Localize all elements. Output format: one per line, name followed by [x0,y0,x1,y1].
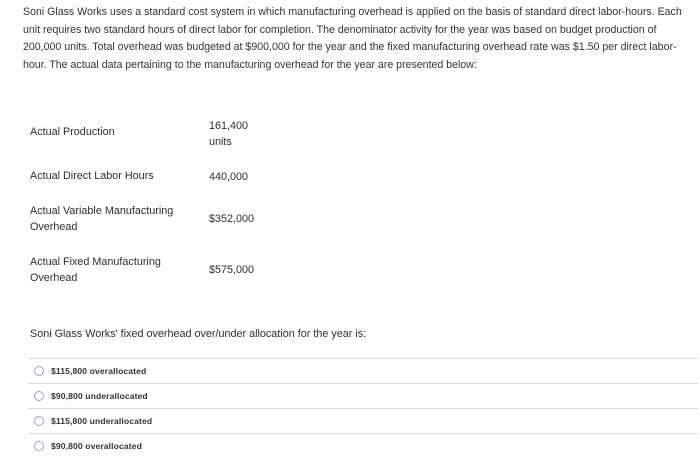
row-value: 161,400 units [209,120,249,148]
radio-button-icon[interactable] [34,416,44,426]
radio-button-icon[interactable] [34,441,44,451]
row-value: 440,000 [209,171,249,183]
row-label: Actual Direct Labor Hours [30,170,154,182]
row-value: $352,000 [209,213,255,225]
radio-button-icon[interactable] [34,366,44,376]
option-4[interactable] [28,433,698,458]
option-1[interactable] [28,358,698,383]
row-label: Actual Variable Manufacturing Overhead [30,205,174,233]
option-label: $115,800 overallocated [51,366,147,376]
option-3[interactable] [28,408,698,433]
problem-description: Soni Glass Works uses a standard cost system in which manufacturing overhead is applied on the basis of standard direct labor-hours. Each unit requires two standard hours of direct labor for completion. The denominator activity for the year was based on budget production of 200,000 units. Total overhead was budgeted at $900,000 for the year and the fixed manufacturing overhead rate was $1.50 per direct labor-hour. The actual data pertaining to the manufacturing overhead for the year are presented below: [23,6,682,71]
row-label: Actual Production [30,126,115,138]
option-2[interactable] [28,383,698,408]
row-value: $575,000 [209,264,255,276]
option-label: $90,800 overallocated [51,441,142,451]
option-label: $90,800 underallocated [51,391,148,401]
radio-button-icon[interactable] [34,391,44,401]
row-label: Actual Fixed Manufacturing Overhead [30,256,161,284]
option-label: $115,800 underallocated [51,416,153,426]
question-text: Soni Glass Works' fixed overhead over/under allocation for the year is: [30,328,367,340]
